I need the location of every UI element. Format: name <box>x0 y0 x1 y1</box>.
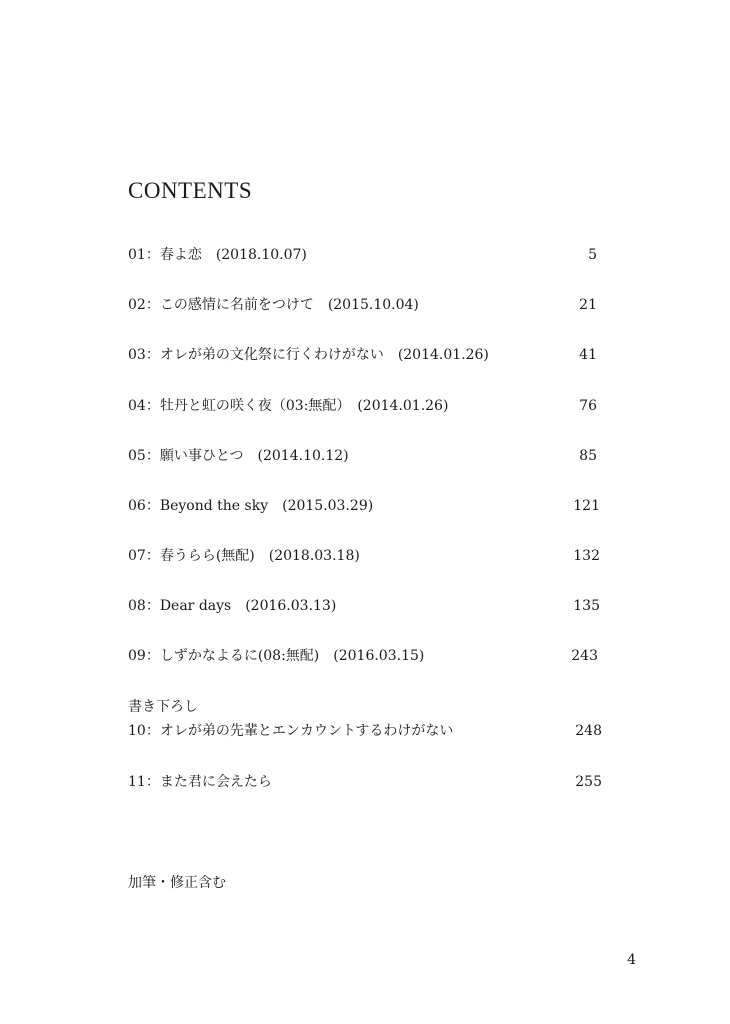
toc-entry-10: 10：オレが弟の先輩とエンカウントするわけがない <box>128 723 454 739</box>
section-label-new-writing: 書き下ろし <box>128 699 198 715</box>
revision-note: 加筆・修正含む <box>128 875 226 891</box>
toc-page-01: 5 <box>588 247 597 263</box>
toc-page-05: 85 <box>579 448 597 464</box>
toc-entry-08: 08：Dear days (2016.03.13) <box>128 598 337 614</box>
toc-page-04: 76 <box>579 398 597 414</box>
toc-page-03: 41 <box>579 347 597 363</box>
toc-entry-02: 02：この感情に名前をつけて (2015.10.04) <box>128 297 419 313</box>
toc-page-08: 135 <box>573 598 600 614</box>
toc-entry-06: 06：Beyond the sky (2015.03.29) <box>128 498 374 514</box>
toc-page-07: 132 <box>573 548 600 564</box>
page-number: 4 <box>627 952 636 968</box>
contents-heading: CONTENTS <box>128 178 253 203</box>
toc-page-06: 121 <box>573 498 600 514</box>
toc-entry-03: 03：オレが弟の文化祭に行くわけがない (2014.01.26) <box>128 347 489 363</box>
toc-entry-09: 09：しずかなよるに(08:無配) (2016.03.15) <box>128 648 425 664</box>
toc-entry-01: 01：春よ恋 (2018.10.07) <box>128 247 307 263</box>
toc-entry-07: 07：春うらら(無配) (2018.03.18) <box>128 548 360 564</box>
toc-entry-11: 11：また君に会えたら <box>128 774 272 790</box>
toc-page-09: 243 <box>571 648 598 664</box>
toc-entry-04: 04：牡丹と虹の咲く夜（03:無配） (2014.01.26) <box>128 398 449 414</box>
toc-page-02: 21 <box>579 297 597 313</box>
toc-entry-05: 05：願い事ひとつ (2014.10.12) <box>128 448 349 464</box>
toc-page-10: 248 <box>575 723 602 739</box>
toc-page-11: 255 <box>575 774 602 790</box>
